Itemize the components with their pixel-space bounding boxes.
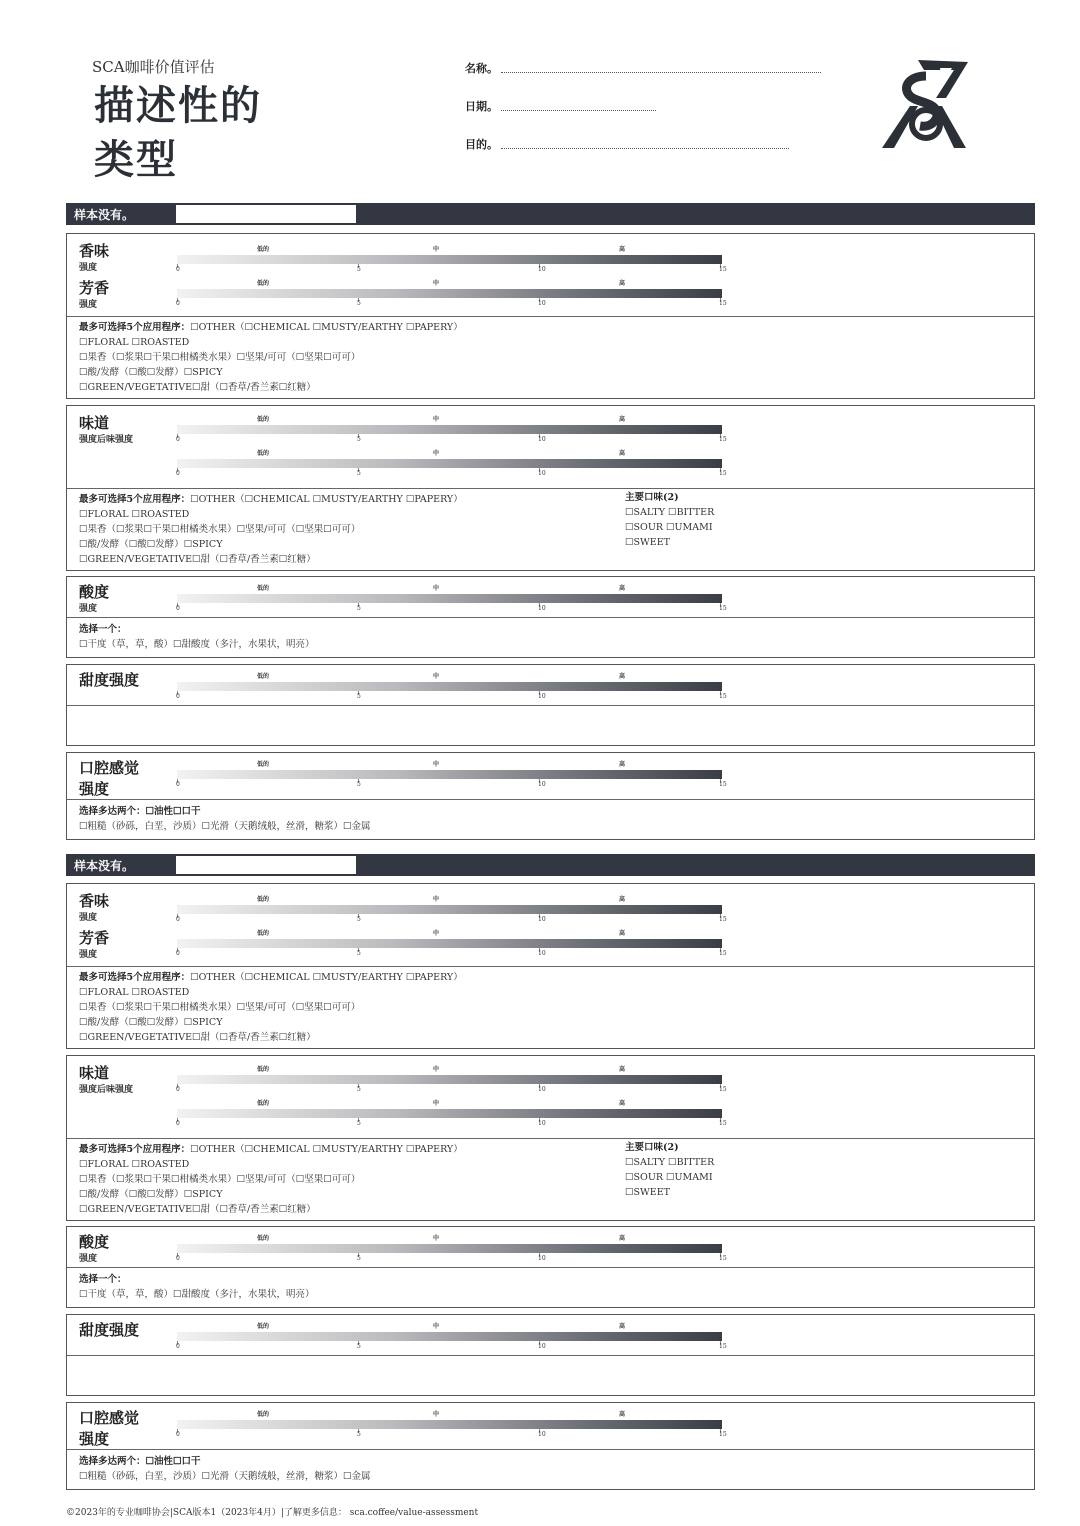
purpose-field[interactable] [465,136,789,152]
fragrance-title: 芳香 [79,929,110,947]
mouthfeel-options[interactable] [79,804,371,834]
flavor-title: 味道 [79,414,110,432]
fragrance-scale[interactable] [177,278,737,306]
mouthfeel-opt-line1[interactable]: ☐粗糙（砂砾，白垩，沙质）☐光滑（天鹅绒般，丝滑，糖浆）☐金属 [79,821,371,832]
scale-level-mid: 中 [433,1066,440,1073]
scale-level-low: 低的 [257,1235,270,1242]
scale-level-low: 低的 [257,416,270,423]
flavor-options-head: 最多可选择5个应用程序： [79,1144,191,1155]
date-field[interactable] [465,98,656,114]
aroma-scale[interactable] [177,894,737,922]
scale-tick-label: 0 [176,470,180,477]
scale-level-mid: 中 [433,1323,440,1330]
scale-tick-label: 15 [719,436,727,443]
form-subtitle: SCA咖啡价值评估 [92,58,215,76]
sweetness-scale[interactable] [177,671,737,699]
scale-tick-label: 10 [538,1343,546,1350]
acidity-options[interactable] [79,622,315,652]
mouthfeel-opt-line1[interactable]: ☐粗糙（砂砾，白垩，沙质）☐光滑（天鹅绒般，丝滑，糖浆）☐金属 [79,1471,371,1482]
scale-level-low: 低的 [257,1323,270,1330]
flavor-opt-line1[interactable]: ☐OTHER（☐CHEMICAL ☐MUSTY/EARTHY ☐PAPERY） [190,494,463,505]
intensity-gradient-bar[interactable] [177,905,722,914]
acidity-opt-line1[interactable]: ☐干度（草，草，酸）☐甜酸度（多汁，水果状，明亮） [79,639,315,650]
flavor-opt-line4[interactable]: ☐酸/发酵（☐酸☐发酵）☐SPICY [79,539,223,550]
acidity-intensity-label: 强度 [79,604,98,614]
scale-tick-label: 0 [176,781,180,788]
aroma-opt-line2[interactable]: ☐FLORAL ☐ROASTED [79,987,190,998]
scale-level-high: 高 [619,673,626,680]
aroma-scale[interactable] [177,244,737,272]
scale-tick-label: 15 [719,1343,727,1350]
mouthfeel-scale[interactable] [177,759,737,787]
scale-tick-label: 10 [538,605,546,612]
scale-tick-label: 5 [357,605,361,612]
mouthfeel-scale[interactable] [177,1409,737,1437]
scale-tick-label: 15 [719,950,727,957]
scale-tick-label: 0 [176,300,180,307]
footer-text: ©2023年的专业咖啡协会|SCA版本1（2023年4月）|了解更多信息： sca.coffee/value-assessment [66,1508,479,1518]
aroma-intensity-label: 强度 [79,263,98,273]
sample-header-2 [66,854,1035,876]
acidity-title: 酸度 [79,1233,110,1251]
acidity-scale[interactable] [177,583,737,611]
scale-level-high: 高 [619,450,626,457]
aroma-box-2 [66,883,1035,1049]
flavor-options-head: 最多可选择5个应用程序： [79,494,191,505]
sweetness-scale[interactable] [177,1321,737,1349]
fragrance-intensity-label: 强度 [79,950,98,960]
scale-tick-label: 10 [538,781,546,788]
acidity-box-1 [66,576,1035,658]
aroma-opt-line5[interactable]: ☐GREEN/VEGETATIVE☐甜（☐香草/香兰素☐红糖） [79,1032,316,1043]
aroma-options-head: 最多可选择5个应用程序： [79,972,191,983]
acidity-box-2 [66,1226,1035,1308]
sweetness-title: 甜度强度 [79,671,140,689]
date-field-line[interactable] [501,102,656,111]
main-tastes-line2[interactable]: ☐SOUR ☐UMAMI [625,522,713,533]
flavor-opt-line2[interactable]: ☐FLORAL ☐ROASTED [79,509,190,520]
scale-level-low: 低的 [257,585,270,592]
scale-tick-label: 15 [719,1431,727,1438]
scale-tick-label: 5 [357,693,361,700]
scale-level-mid: 中 [433,896,440,903]
aroma-opt-line4[interactable]: ☐酸/发酵（☐酸☐发酵）☐SPICY [79,367,223,378]
aroma-opt-line1[interactable]: ☐OTHER（☐CHEMICAL ☐MUSTY/EARTHY ☐PAPERY） [190,322,463,333]
mouthfeel-title: 口腔感觉 [79,1409,140,1427]
mouthfeel-box-2 [66,1402,1035,1490]
fragrance-intensity-label: 强度 [79,300,98,310]
acidity-options[interactable] [79,1272,315,1302]
scale-tick-label: 10 [538,1086,546,1093]
scale-level-low: 低的 [257,450,270,457]
aroma-opt-line5[interactable]: ☐GREEN/VEGETATIVE☐甜（☐香草/香兰素☐红糖） [79,382,316,393]
intensity-gradient-bar[interactable] [177,1332,722,1341]
name-field-line[interactable] [501,64,821,73]
flavor-options[interactable] [79,492,463,567]
scale-level-low: 低的 [257,1066,270,1073]
aftertaste-scale[interactable] [177,448,737,476]
scale-tick-label: 5 [357,916,361,923]
scale-tick-label: 0 [176,1255,180,1262]
mouthfeel-intensity-label: 强度 [79,780,110,798]
scale-level-mid: 中 [433,246,440,253]
scale-tick-label: 0 [176,916,180,923]
scale-level-mid: 中 [433,761,440,768]
scale-tick-label: 15 [719,1120,727,1127]
scale-tick-label: 0 [176,1086,180,1093]
scale-tick-label: 10 [538,916,546,923]
intensity-gradient-bar[interactable] [177,1109,722,1118]
flavor-title: 味道 [79,1064,110,1082]
main-tastes-line2[interactable]: ☐SOUR ☐UMAMI [625,1172,713,1183]
aroma-title: 香味 [79,242,110,260]
scale-level-mid: 中 [433,1100,440,1107]
intensity-gradient-bar[interactable] [177,255,722,264]
scale-level-low: 低的 [257,1100,270,1107]
main-tastes-head: 主要口味(2) [625,492,679,503]
scale-tick-label: 10 [538,266,546,273]
mouthfeel-box-1 [66,752,1035,840]
flavor-opt-line3[interactable]: ☐果香（☐浆果☐干果☐柑橘类水果）☐坚果/可可（☐坚果☐可可） [79,524,361,535]
fragrance-scale[interactable] [177,928,737,956]
intensity-gradient-bar[interactable] [177,1420,722,1429]
scale-tick-label: 10 [538,950,546,957]
sample-header-1 [66,203,1035,225]
scale-tick-label: 10 [538,470,546,477]
scale-tick-label: 5 [357,1255,361,1262]
sample-number-label: 样本没有。 [74,208,135,222]
scale-level-high: 高 [619,930,626,937]
acidity-options-head: 选择一个： [79,1274,127,1285]
scale-tick-label: 15 [719,1255,727,1262]
scale-level-low: 低的 [257,896,270,903]
aroma-box-1 [66,233,1035,399]
sca-logo-icon [880,58,970,150]
scale-tick-label: 5 [357,1343,361,1350]
scale-level-high: 高 [619,416,626,423]
scale-level-low: 低的 [257,246,270,253]
scale-tick-label: 0 [176,1120,180,1127]
acidity-intensity-label: 强度 [79,1254,98,1264]
scale-level-mid: 中 [433,450,440,457]
scale-level-mid: 中 [433,1411,440,1418]
aroma-opt-line2[interactable]: ☐FLORAL ☐ROASTED [79,337,190,348]
main-tastes-line1[interactable]: ☐SALTY ☐BITTER [625,1157,715,1168]
scale-tick-label: 15 [719,693,727,700]
flavor-opt-line3[interactable]: ☐果香（☐浆果☐干果☐柑橘类水果）☐坚果/可可（☐坚果☐可可） [79,1174,361,1185]
form-title-line1: 描述性的 [94,82,262,129]
flavor-opt-line5[interactable]: ☐GREEN/VEGETATIVE☐甜（☐香草/香兰素☐红糖） [79,1204,316,1215]
scale-tick-label: 15 [719,605,727,612]
scale-level-low: 低的 [257,761,270,768]
scale-tick-label: 5 [357,436,361,443]
aftertaste-scale[interactable] [177,1098,737,1126]
mouthfeel-options-head: 选择多达两个：☐油性☐口干 [79,806,201,817]
scale-level-mid: 中 [433,585,440,592]
scale-tick-label: 0 [176,266,180,273]
scale-tick-label: 10 [538,436,546,443]
flavor-opt-line5[interactable]: ☐GREEN/VEGETATIVE☐甜（☐香草/香兰素☐红糖） [79,554,316,565]
flavor-intensity-label: 强度后味强度 [79,435,134,445]
main-tastes-line1[interactable]: ☐SALTY ☐BITTER [625,507,715,518]
scale-tick-label: 10 [538,1431,546,1438]
aroma-opt-line3[interactable]: ☐果香（☐浆果☐干果☐柑橘类水果）☐坚果/可可（☐坚果☐可可） [79,1002,361,1013]
scale-tick-label: 15 [719,470,727,477]
scale-tick-label: 5 [357,470,361,477]
scale-level-low: 低的 [257,1411,270,1418]
intensity-gradient-bar[interactable] [177,425,722,434]
sample-number-input[interactable] [176,856,356,874]
scale-tick-label: 15 [719,781,727,788]
aroma-options[interactable] [79,970,463,1045]
scale-tick-label: 0 [176,693,180,700]
scale-tick-label: 5 [357,1431,361,1438]
scale-tick-label: 5 [357,950,361,957]
scale-level-mid: 中 [433,930,440,937]
aroma-opt-line3[interactable]: ☐果香（☐浆果☐干果☐柑橘类水果）☐坚果/可可（☐坚果☐可可） [79,352,361,363]
aroma-opt-line4[interactable]: ☐酸/发酵（☐酸☐发酵）☐SPICY [79,1017,223,1028]
aroma-opt-line1[interactable]: ☐OTHER（☐CHEMICAL ☐MUSTY/EARTHY ☐PAPERY） [190,972,463,983]
acidity-opt-line1[interactable]: ☐干度（草，草，酸）☐甜酸度（多汁，水果状，明亮） [79,1289,315,1300]
scale-level-high: 高 [619,1323,626,1330]
scale-level-high: 高 [619,585,626,592]
purpose-field-line[interactable] [501,140,789,149]
acidity-options-head: 选择一个： [79,624,127,635]
purpose-field-label: 目的。 [465,138,498,151]
name-field-label: 名称。 [465,62,498,75]
intensity-gradient-bar[interactable] [177,682,722,691]
scale-tick-label: 0 [176,1343,180,1350]
scale-tick-label: 5 [357,266,361,273]
scale-tick-label: 15 [719,1086,727,1093]
sweetness-box-2 [66,1314,1035,1396]
scale-level-high: 高 [619,761,626,768]
intensity-gradient-bar[interactable] [177,1075,722,1084]
main-tastes-line3[interactable]: ☐SWEET [625,1187,670,1198]
scale-level-high: 高 [619,1066,626,1073]
scale-level-mid: 中 [433,416,440,423]
flavor-intensity-label: 强度后味强度 [79,1085,134,1095]
scale-tick-label: 0 [176,1431,180,1438]
scale-level-mid: 中 [433,280,440,287]
mouthfeel-title: 口腔感觉 [79,759,140,777]
acidity-scale[interactable] [177,1233,737,1261]
scale-level-high: 高 [619,1100,626,1107]
scale-tick-label: 5 [357,1120,361,1127]
intensity-gradient-bar[interactable] [177,770,722,779]
scale-tick-label: 0 [176,436,180,443]
scale-level-low: 低的 [257,673,270,680]
scale-tick-label: 10 [538,300,546,307]
scale-tick-label: 10 [538,693,546,700]
intensity-gradient-bar[interactable] [177,1244,722,1253]
sample-number-label: 样本没有。 [74,859,135,873]
scale-level-high: 高 [619,1235,626,1242]
date-field-label: 日期。 [465,100,498,113]
scale-tick-label: 0 [176,950,180,957]
flavor-scale[interactable] [177,1064,737,1092]
scale-tick-label: 15 [719,916,727,923]
sample-number-input[interactable] [176,205,356,223]
name-field[interactable] [465,60,821,76]
main-tastes-head: 主要口味(2) [625,1142,679,1153]
scale-tick-label: 15 [719,300,727,307]
sweetness-title: 甜度强度 [79,1321,140,1339]
mouthfeel-options-head: 选择多达两个：☐油性☐口干 [79,1456,201,1467]
scale-level-low: 低的 [257,930,270,937]
sweetness-box-1 [66,664,1035,746]
aroma-title: 香味 [79,892,110,910]
flavor-scale[interactable] [177,414,737,442]
intensity-gradient-bar[interactable] [177,939,722,948]
scale-tick-label: 5 [357,781,361,788]
main-tastes[interactable] [625,1140,714,1200]
mouthfeel-intensity-label: 强度 [79,1430,110,1448]
scale-tick-label: 15 [719,266,727,273]
acidity-title: 酸度 [79,583,110,601]
mouthfeel-options[interactable] [79,1454,371,1484]
scale-tick-label: 0 [176,605,180,612]
scale-tick-label: 5 [357,300,361,307]
flavor-options[interactable] [79,1142,463,1217]
intensity-gradient-bar[interactable] [177,289,722,298]
scale-level-high: 高 [619,246,626,253]
main-tastes-line3[interactable]: ☐SWEET [625,537,670,548]
flavor-opt-line4[interactable]: ☐酸/发酵（☐酸☐发酵）☐SPICY [79,1189,223,1200]
scale-tick-label: 10 [538,1120,546,1127]
scale-tick-label: 10 [538,1255,546,1262]
flavor-box-1 [66,405,1035,571]
fragrance-title: 芳香 [79,279,110,297]
aroma-options-head: 最多可选择5个应用程序： [79,322,191,333]
scale-level-mid: 中 [433,673,440,680]
scale-level-low: 低的 [257,280,270,287]
main-tastes[interactable] [625,490,714,550]
scale-level-high: 高 [619,896,626,903]
intensity-gradient-bar[interactable] [177,594,722,603]
scale-tick-label: 5 [357,1086,361,1093]
aroma-options[interactable] [79,320,463,395]
aroma-intensity-label: 强度 [79,913,98,923]
scale-level-high: 高 [619,280,626,287]
flavor-opt-line2[interactable]: ☐FLORAL ☐ROASTED [79,1159,190,1170]
form-title-line2: 类型 [94,136,178,183]
flavor-opt-line1[interactable]: ☐OTHER（☐CHEMICAL ☐MUSTY/EARTHY ☐PAPERY） [190,1144,463,1155]
scale-level-high: 高 [619,1411,626,1418]
scale-level-mid: 中 [433,1235,440,1242]
flavor-box-2 [66,1055,1035,1221]
intensity-gradient-bar[interactable] [177,459,722,468]
